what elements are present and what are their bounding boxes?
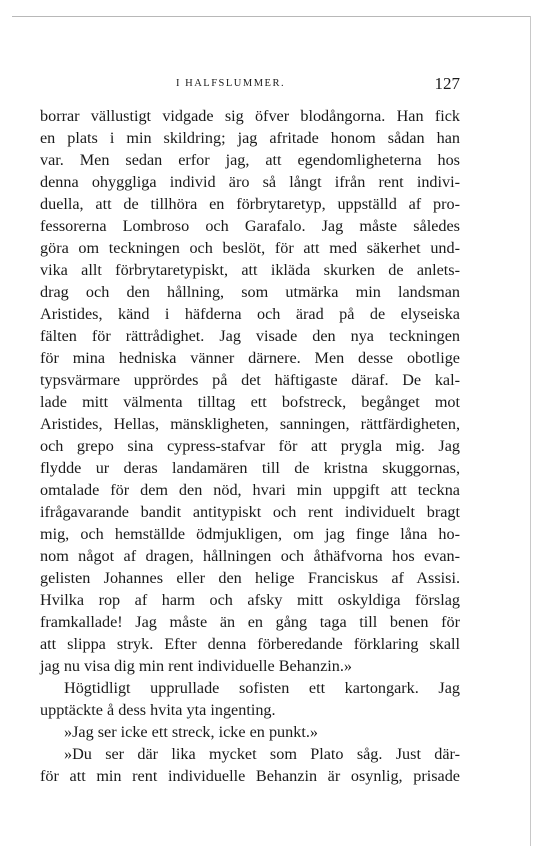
text-line: göra om teckningen och beslöt, för att med säkerhet und- — [40, 239, 460, 257]
text-line: vika allt förbrytaretypiskt, att ikläda skurken de anlets- — [40, 261, 460, 279]
text-line: ifrågavarande bandit antitypiskt och rent individuelt bragt — [40, 503, 460, 521]
text-line: flydde ur deras landamären till de kristna skuggornas, — [40, 459, 460, 477]
page-number: 127 — [434, 74, 460, 93]
text-line: borrar vällustigt vidgade sig öfver blodångorna. Han fick — [40, 107, 460, 125]
text-line: omtalade för dem den nöd, hvari min uppgift att teckna — [40, 481, 460, 499]
text-line: för mina hedniska vänner därnere. Men desse obotlige — [40, 349, 460, 367]
text-line: typsvärmare upprördes på det häftigaste däraf. De kal- — [40, 371, 460, 389]
text-line: Aristides, Hellas, mänskligheten, sanningen, rättfärdigheten, — [40, 415, 460, 433]
page-right-edge — [530, 16, 531, 846]
text-line: framkallade! Jag måste än en gång taga till benen för — [40, 613, 460, 631]
body-text — [40, 105, 460, 787]
text-line: »Du ser där lika mycket som Plato såg. Just där- — [64, 745, 460, 763]
text-line: jag nu visa dig min rent individuelle Behanzin.» — [40, 657, 352, 675]
text-line: gelisten Johannes eller den helige Franciskus af Assisi. — [40, 569, 460, 587]
text-line: fessorerna Lombroso och Garafalo. Jag måste således — [40, 217, 460, 235]
text-line: lade mitt välmenta tilltag ett bofstreck, begånget mot — [40, 393, 460, 411]
text-line: en plats i min skildring; jag afritade honom sådan han — [40, 129, 460, 147]
text-line: var. Men sedan erfor jag, att egendomligheterna hos — [40, 151, 460, 169]
text-line: drag och den hållning, som utmärka min landsman — [40, 283, 460, 301]
running-header — [40, 74, 460, 96]
text-line: Högtidligt upprullade sofisten ett kartongark. Jag — [64, 679, 460, 697]
text-line: och grepo sina cypress-stafvar för att prygla mig. Jag — [40, 437, 460, 455]
text-line: mig, och hemställde ödmjukligen, om jag finge låna ho- — [40, 525, 460, 543]
text-line: Aristides, känd i häfderna och ärad på de elyseiska — [40, 305, 460, 323]
text-line: nom något af dragen, hållningen och åthäfvorna hos evan- — [40, 547, 460, 565]
text-line: denna ohyggliga individ äro så långt ifrån rent indivi- — [40, 173, 460, 191]
text-line: Hvilka rop af harm och afsky mitt oskyldiga förslag — [40, 591, 460, 609]
text-line: upptäckte å dess hvita yta ingenting. — [40, 701, 276, 719]
running-title: I HALFSLUMMER. — [176, 78, 286, 89]
text-line: fälten för rättrådighet. Jag visade den nya teckningen — [40, 327, 460, 345]
page-top-edge — [12, 16, 530, 17]
text-line: för att min rent individuelle Behanzin är osynlig, prisade — [40, 767, 460, 785]
text-line: duella, att de tillhöra en förbrytaretyp, uppställd af pro- — [40, 195, 460, 213]
text-line: att slippa stryk. Efter denna förberedande förklaring skall — [40, 635, 460, 653]
text-line: »Jag ser icke ett streck, icke en punkt.» — [64, 723, 318, 741]
